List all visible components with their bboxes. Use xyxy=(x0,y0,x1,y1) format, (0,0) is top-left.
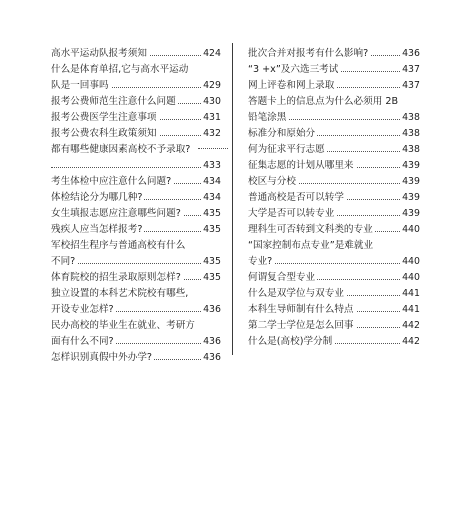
toc-entry-title: 队是一回事吗 xyxy=(51,80,109,91)
toc-entry-title: 网上评卷和网上录取 xyxy=(248,80,335,91)
toc-entry-title: 报考公费师范生注意什么问题 xyxy=(51,96,176,107)
toc-page-number: 437 xyxy=(400,62,420,78)
toc-entry-title: 体检结论分为哪几种? xyxy=(51,192,143,203)
toc-entry-title: 独立设置的本科艺术院校有哪些, xyxy=(51,288,189,299)
toc-entry-title: 专业? xyxy=(248,256,273,267)
toc-page-number: 434 xyxy=(201,174,221,190)
toc-entry xyxy=(51,238,221,254)
toc-entry-title: 考生体检中应注意什么问题? xyxy=(51,176,172,187)
toc-entry xyxy=(51,62,221,78)
toc-entry xyxy=(248,238,420,254)
toc-right-column xyxy=(248,46,420,350)
toc-page-number: 437 xyxy=(400,78,420,94)
toc-entry-title: 答题卡上的信息点为什么必须用 2B xyxy=(248,96,399,107)
toc-entry xyxy=(248,206,420,222)
toc-entry xyxy=(51,350,221,366)
toc-entry-title: 理科生可否转到文科类的专业 xyxy=(248,224,373,235)
toc-entry xyxy=(51,334,221,350)
toc-entry-title: 校区与分校 xyxy=(248,176,296,187)
dot-leader xyxy=(51,167,205,168)
toc-entry-title: 什么是双学位与双专业 xyxy=(248,288,344,299)
toc-entry-title: 什么是(高校)学分制 xyxy=(248,336,333,347)
toc-page-number: 439 xyxy=(400,174,420,190)
toc-entry xyxy=(248,126,420,142)
toc-page-number: 440 xyxy=(400,254,420,270)
toc-entry-title: 残疾人应当怎样报考? xyxy=(51,224,143,235)
toc-entry-title: 不同? xyxy=(51,256,76,267)
toc-page-number: 441 xyxy=(400,286,420,302)
toc-entry-title: 征集志愿的计划从哪里来 xyxy=(248,160,354,171)
toc-entry-title: 报考公费医学生注意事项 xyxy=(51,112,157,123)
toc-entry-title: “3 +x”及六选三考试 xyxy=(248,64,339,75)
toc-entry xyxy=(248,110,420,126)
toc-entry xyxy=(51,270,221,286)
toc-page-number: 434 xyxy=(201,190,221,206)
toc-page-number: 435 xyxy=(201,270,221,286)
toc-page-number: 438 xyxy=(400,126,420,142)
toc-entry-title: 民办高校的毕业生在就业、考研方 xyxy=(51,320,195,331)
dot-leader xyxy=(198,148,228,149)
toc-entry-title: “国家控制布点专业”是难就业 xyxy=(248,240,374,251)
toc-page-number: 433 xyxy=(201,158,221,174)
toc-page-number: 429 xyxy=(201,78,221,94)
toc-entry xyxy=(51,78,221,94)
toc-entry xyxy=(51,158,221,174)
toc-entry-title: 大学是否可以转专业 xyxy=(248,208,335,219)
toc-entry xyxy=(51,286,221,302)
toc-entry xyxy=(51,190,221,206)
toc-entry-title: 第二学士学位是怎么回事 xyxy=(248,320,354,331)
toc-entry-title: 批次合并对报考有什么影响? xyxy=(248,48,369,59)
toc-entry xyxy=(248,286,420,302)
toc-page-number: 438 xyxy=(400,110,420,126)
toc-entry xyxy=(248,78,420,94)
toc-page-number: 424 xyxy=(201,46,221,62)
toc-page-number: 430 xyxy=(201,94,221,110)
toc-page-number: 431 xyxy=(201,110,221,126)
toc-entry xyxy=(248,254,420,270)
toc-entry xyxy=(248,62,420,78)
toc-page-number: 435 xyxy=(201,222,221,238)
toc-page-number: 435 xyxy=(201,206,221,222)
toc-entry xyxy=(248,270,420,286)
toc-entry xyxy=(248,94,420,110)
toc-entry-title: 高水平运动队报考须知 xyxy=(51,48,147,59)
toc-entry-title: 面有什么不同? xyxy=(51,336,114,347)
toc-page-number: 440 xyxy=(400,270,420,286)
toc-entry xyxy=(51,302,221,318)
toc-page-number: 436 xyxy=(400,46,420,62)
toc-entry-title: 什么是体育单招,它与高水平运动 xyxy=(51,64,189,75)
toc-page-number: 438 xyxy=(400,142,420,158)
toc-page-number: 441 xyxy=(400,302,420,318)
toc-page-number: 436 xyxy=(201,350,221,366)
toc-page-number: 439 xyxy=(400,158,420,174)
toc-entry xyxy=(248,334,420,350)
toc-page-number: 440 xyxy=(400,222,420,238)
toc-entry-title: 何谓复合型专业 xyxy=(248,272,316,283)
toc-entry-title: 都有哪些健康因素高校不予录取? xyxy=(51,144,191,155)
toc-page-number: 442 xyxy=(400,334,420,350)
toc-entry xyxy=(51,206,221,222)
column-divider xyxy=(232,43,233,355)
toc-entry xyxy=(248,302,420,318)
toc-page-number: 439 xyxy=(400,190,420,206)
toc-entry-title: 怎样识别真假中外办学? xyxy=(51,352,153,363)
toc-entry xyxy=(51,142,221,158)
toc-entry-title: 普通高校是否可以转学 xyxy=(248,192,344,203)
toc-entry xyxy=(248,190,420,206)
toc-entry xyxy=(248,222,420,238)
toc-entry-title: 何为征求平行志愿 xyxy=(248,144,325,155)
toc-entry xyxy=(51,94,221,110)
toc-entry xyxy=(248,318,420,334)
toc-entry xyxy=(51,126,221,142)
toc-entry xyxy=(51,222,221,238)
toc-entry-title: 女生填报志愿应注意哪些问题? xyxy=(51,208,181,219)
toc-entry-title: 本科生导师制有什么特点 xyxy=(248,304,354,315)
toc-entry-title: 报考公费农科生政策须知 xyxy=(51,128,157,139)
toc-page-number: 439 xyxy=(400,206,420,222)
toc-entry xyxy=(51,46,221,62)
toc-page-number: 436 xyxy=(201,302,221,318)
toc-entry xyxy=(248,142,420,158)
toc-entry-title: 军校招生程序与普通高校有什么 xyxy=(51,240,186,251)
toc-entry-title: 铅笔涂黑 xyxy=(248,112,287,123)
toc-page-number: 435 xyxy=(201,254,221,270)
toc-entry-title: 标准分和原始分 xyxy=(248,128,316,139)
toc-entry xyxy=(51,174,221,190)
toc-entry-title: 体育院校的招生录取原则怎样? xyxy=(51,272,181,283)
toc-page-number: 436 xyxy=(201,334,221,350)
toc-entry xyxy=(248,46,420,62)
toc-entry xyxy=(51,254,221,270)
toc-left-column xyxy=(51,46,221,366)
toc-entry xyxy=(51,110,221,126)
toc-entry xyxy=(248,174,420,190)
toc-page-number: 442 xyxy=(400,318,420,334)
toc-entry xyxy=(248,158,420,174)
toc-entry-title: 开设专业怎样? xyxy=(51,304,114,315)
toc-entry xyxy=(51,318,221,334)
toc-page-number: 432 xyxy=(201,126,221,142)
